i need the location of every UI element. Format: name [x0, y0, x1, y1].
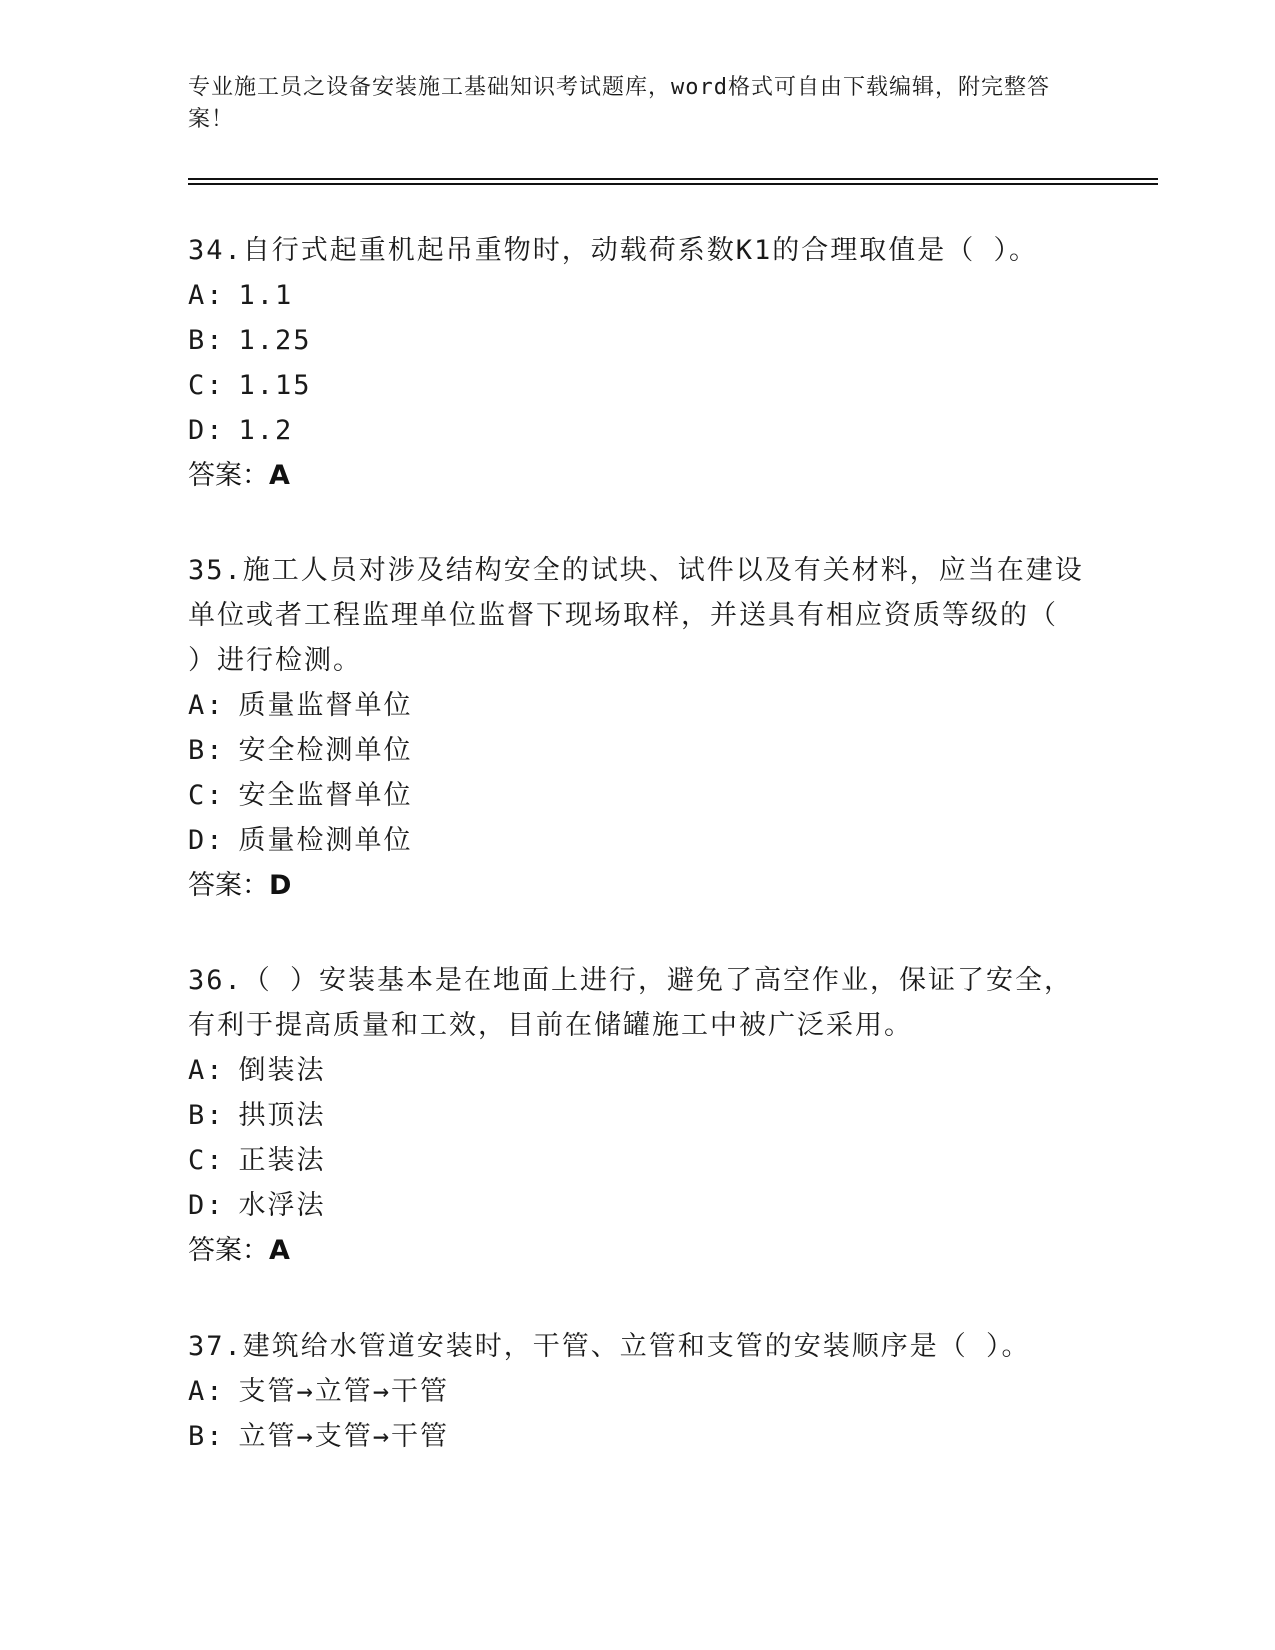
option-d [188, 818, 1088, 863]
option-value: 安全检测单位 [238, 735, 413, 766]
option-value: 1.2 [238, 415, 294, 446]
option-value: 质量检测单位 [238, 825, 413, 856]
option-key: C: [188, 370, 225, 401]
option-a [188, 1048, 1088, 1093]
answer-value: A [269, 1235, 290, 1266]
option-b [188, 728, 1088, 773]
answer-label: 答案： [188, 1235, 269, 1266]
header-rule-top [188, 178, 1158, 180]
option-c [188, 1138, 1088, 1183]
option-key: C: [188, 780, 225, 811]
option-key: D: [188, 1190, 225, 1221]
option-value: 水浮法 [238, 1190, 326, 1221]
option-value: 安全监督单位 [238, 780, 413, 811]
option-a [188, 683, 1088, 728]
option-key: A: [188, 280, 225, 311]
question-text: 37.建筑给水管道安装时，干管、立管和支管的安装顺序是（ ）。 [188, 1331, 1031, 1362]
answer-line [188, 453, 1088, 498]
option-a [188, 273, 1088, 318]
option-c [188, 773, 1088, 818]
answer-label: 答案： [188, 460, 269, 491]
option-key: C: [188, 1145, 225, 1176]
option-value: 质量监督单位 [238, 690, 413, 721]
question-37 [188, 1324, 1088, 1459]
question-36 [188, 958, 1088, 1273]
option-key: D: [188, 415, 225, 446]
option-key: B: [188, 1100, 225, 1131]
option-b [188, 1414, 1088, 1459]
question-35 [188, 548, 1088, 908]
answer-value: A [269, 460, 290, 491]
option-value: 正装法 [238, 1145, 326, 1176]
question-text: 34.自行式起重机起吊重物时，动载荷系数K1的合理取值是（ ）。 [188, 235, 1039, 266]
option-key: A: [188, 1376, 225, 1407]
answer-label: 答案： [188, 870, 269, 901]
option-key: D: [188, 825, 225, 856]
option-value: 倒装法 [238, 1055, 326, 1086]
option-value: 1.25 [238, 325, 312, 356]
option-b [188, 1093, 1088, 1138]
question-text: 36.（ ）安装基本是在地面上进行，避免了高空作业，保证了安全，有利于提高质量和工效，目前在储罐施工中被广泛采用。 [188, 965, 1074, 1041]
option-c [188, 363, 1088, 408]
option-value: 支管→立管→干管 [238, 1376, 450, 1407]
option-key: B: [188, 735, 225, 766]
document-header: 专业施工员之设备安装施工基础知识考试题库，word格式可自由下载编辑，附完整答案！ [188, 75, 1050, 132]
option-value: 1.1 [238, 280, 294, 311]
option-a [188, 1369, 1088, 1414]
option-key: B: [188, 1421, 225, 1452]
header-rule-bottom [188, 183, 1158, 185]
answer-line [188, 1228, 1088, 1273]
option-b [188, 318, 1088, 363]
option-key: A: [188, 1055, 225, 1086]
answer-value: D [269, 870, 292, 901]
question-34 [188, 228, 1088, 498]
question-text: 35.施工人员对涉及结构安全的试块、试件以及有关材料，应当在建设单位或者工程监理单位监督下现场取样，并送具有相应资质等级的（ ）进行检测。 [188, 555, 1084, 676]
option-value: 拱顶法 [238, 1100, 326, 1131]
option-key: B: [188, 325, 225, 356]
option-d [188, 1183, 1088, 1228]
answer-line [188, 863, 1088, 908]
option-value: 立管→支管→干管 [238, 1421, 450, 1452]
option-key: A: [188, 690, 225, 721]
option-d [188, 408, 1088, 453]
option-value: 1.15 [238, 370, 312, 401]
